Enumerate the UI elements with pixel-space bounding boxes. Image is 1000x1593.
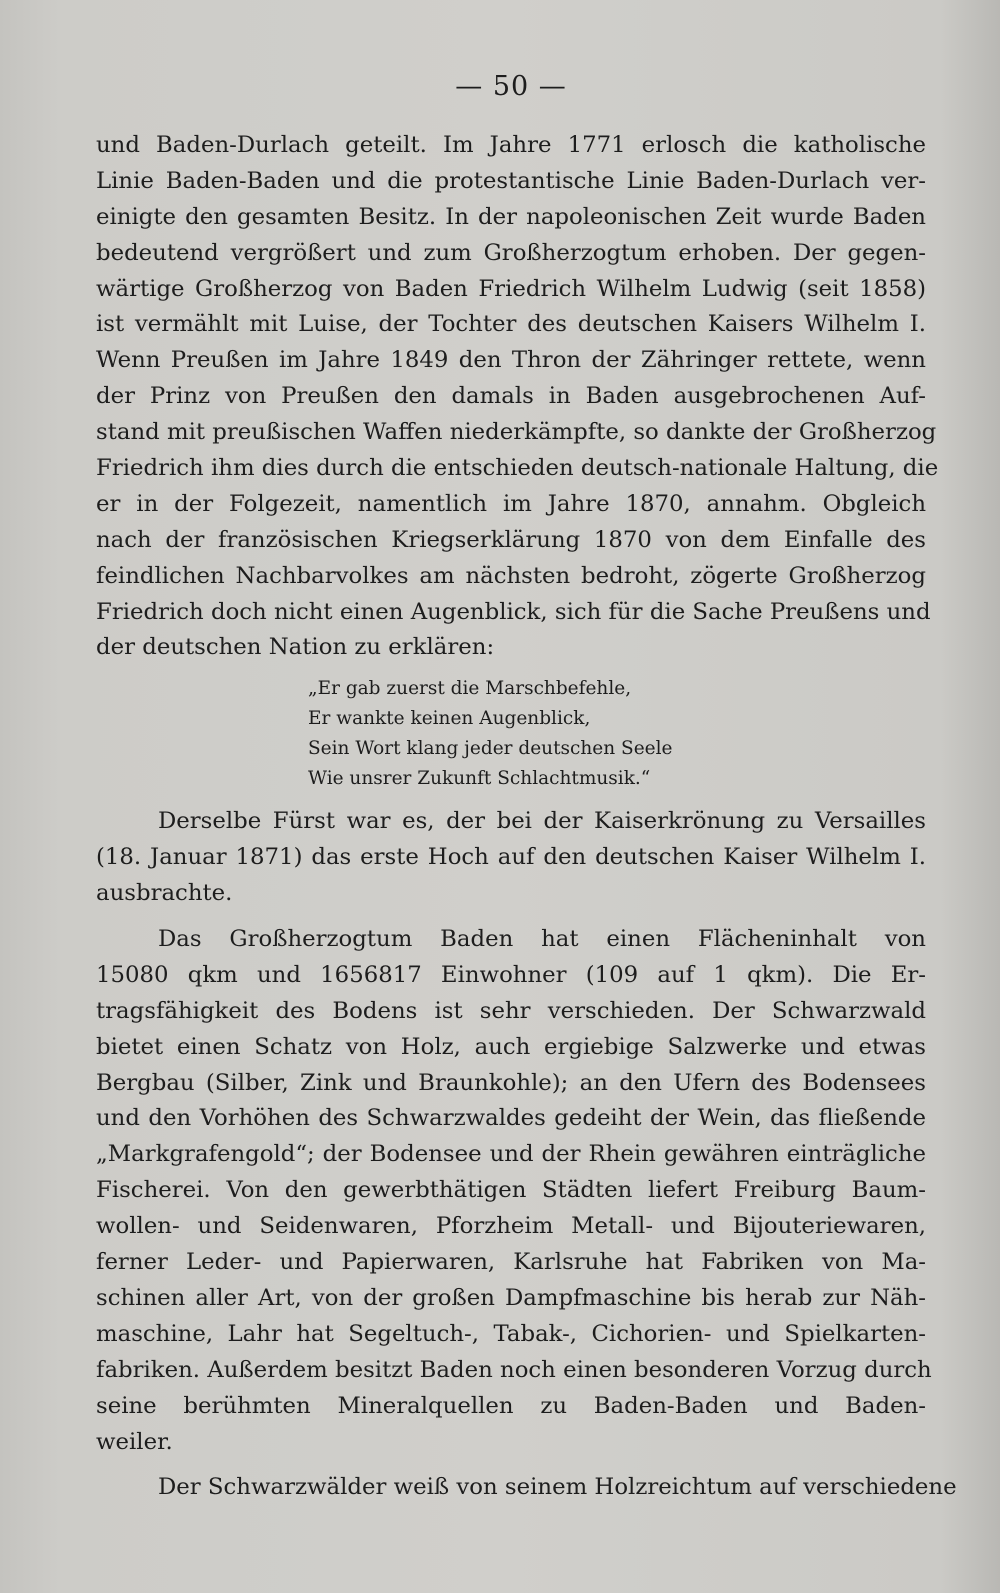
- text-line: wollen- und Seidenwaren, Pforzheim Metall- und Bijouteriewaren,: [96, 1213, 926, 1240]
- text-line: (18. Januar 1871) das erste Hoch auf den deutschen Kaiser Wilhelm I.: [96, 844, 926, 871]
- text-line: Bergbau (Silber, Zink und Braunkohle); an den Ufern des Bodensees: [96, 1069, 926, 1096]
- text-line: stand mit preußischen Waffen niederkämpfte, so dankte der Großherzog: [96, 419, 937, 446]
- text-line: maschine, Lahr hat Segeltuch-, Tabak-, Cichorien- und Spielkarten-: [96, 1320, 926, 1347]
- verse-quote: [96, 666, 926, 804]
- text-line: Derselbe Fürst war es, der bei der Kaiserkrönung zu Versailles: [158, 808, 926, 835]
- paragraph-3: [96, 922, 932, 1460]
- text-line: Der Schwarzwälder weiß von seinem Holzreichtum auf verschiedene: [158, 1474, 957, 1501]
- verse-line: Wie unsrer Zukunft Schlachtmusik.“: [308, 768, 651, 790]
- verse-line: „Er gab zuerst die Marschbefehle,: [308, 678, 632, 700]
- paragraph-gap: [96, 912, 926, 922]
- text-line: der deutschen Nation zu erklären:: [96, 634, 495, 661]
- page-number: — 50 —: [455, 71, 567, 102]
- text-line: wärtige Großherzog von Baden Friedrich Wilhelm Ludwig (seit 1858): [96, 275, 926, 302]
- text-line: Linie Baden-Baden und die protestantische Linie Baden-Durlach ver-: [96, 167, 926, 194]
- text-line: einigte den gesamten Besitz. In der napoleonischen Zeit wurde Baden: [96, 203, 926, 230]
- text-line: weiler.: [96, 1428, 173, 1455]
- text-line: ausbrachte.: [96, 880, 233, 907]
- text-line: schinen aller Art, von der großen Dampfmaschine bis herab zur Näh-: [96, 1284, 926, 1311]
- paragraph-4: [96, 1470, 957, 1506]
- text-line: Fischerei. Von den gewerbthätigen Städten liefert Freiburg Baum-: [96, 1177, 926, 1204]
- text-line: tragsfähigkeit des Bodens ist sehr verschieden. Der Schwarzwald: [96, 997, 926, 1024]
- paragraph-1: [96, 128, 939, 666]
- text-line: und den Vorhöhen des Schwarzwaldes gedeiht der Wein, das fließende: [96, 1105, 926, 1132]
- text-line: nach der französischen Kriegserklärung 1870 von dem Einfalle des: [96, 526, 926, 553]
- text-line: „Markgrafengold“; der Bodensee und der Rhein gewähren einträgliche: [96, 1141, 926, 1168]
- text-line: Das Großherzogtum Baden hat einen Flächeninhalt von: [158, 926, 926, 953]
- text-line: bietet einen Schatz von Holz, auch ergiebige Salzwerke und etwas: [96, 1033, 926, 1060]
- text-line: seine berühmten Mineralquellen zu Baden-Baden und Baden-: [96, 1392, 926, 1419]
- text-line: Friedrich doch nicht einen Augenblick, sich für die Sache Preußens und: [96, 598, 931, 625]
- verse-line: Er wankte keinen Augenblick,: [308, 708, 591, 730]
- text-line: ist vermählt mit Luise, der Tochter des deutschen Kaisers Wilhelm I.: [96, 311, 926, 338]
- paragraph-2: [96, 804, 926, 912]
- text-line: der Prinz von Preußen den damals in Baden ausgebrochenen Auf-: [96, 383, 926, 410]
- paragraph-gap: [96, 1460, 926, 1470]
- text-line: fabriken. Außerdem besitzt Baden noch einen besonderen Vorzug durch: [96, 1356, 932, 1383]
- verse-line: Sein Wort klang jeder deutschen Seele: [308, 738, 673, 760]
- text-line: Wenn Preußen im Jahre 1849 den Thron der Zähringer rettete, wenn: [96, 347, 926, 374]
- text-line: ferner Leder- und Papierwaren, Karlsruhe hat Fabriken von Ma-: [96, 1249, 926, 1276]
- text-line: Friedrich ihm dies durch die entschieden deutsch-nationale Haltung, die: [96, 455, 939, 482]
- text-line: er in der Folgezeit, namentlich im Jahre 1870, annahm. Obgleich: [96, 490, 926, 517]
- text-line: feindlichen Nachbarvolkes am nächsten bedroht, zögerte Großherzog: [96, 562, 926, 589]
- page-content: [96, 58, 957, 1506]
- text-line: und Baden-Durlach geteilt. Im Jahre 1771 erlosch die katholische: [96, 132, 926, 158]
- text-line: bedeutend vergrößert und zum Großherzogtum erhoben. Der gegen-: [96, 239, 926, 266]
- text-line: 15080 qkm und 1656817 Einwohner (109 auf 1 qkm). Die Er-: [96, 961, 926, 988]
